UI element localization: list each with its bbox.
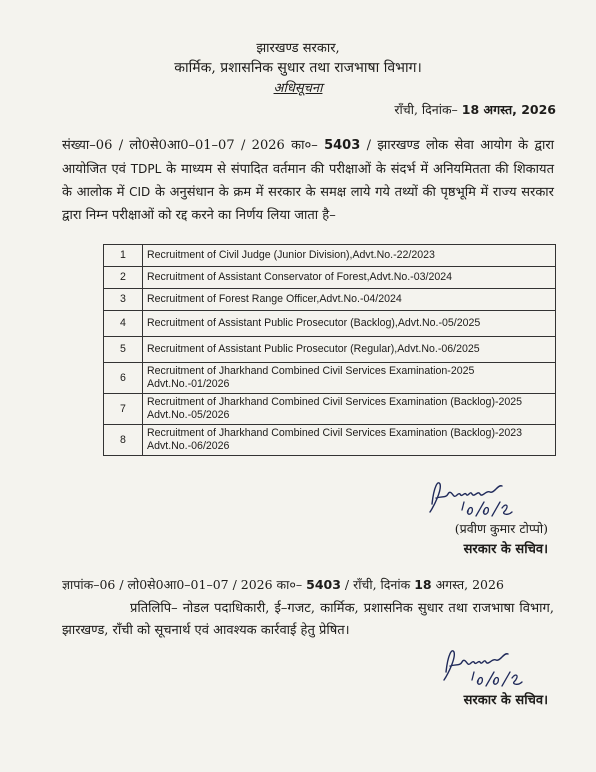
- cid-term: CID: [129, 185, 151, 199]
- copy-forwarded-text: प्रतिलिपि– नोडल पदाधिकारी, ई–गजट, कार्मिक, प्रशासनिक सुधार तथा राजभाषा विभाग, झारखण्ड, राँची को सूचनार्थ एवं आवश्यक कार्रवाई हेतु प्रेषित।: [62, 601, 554, 638]
- table-row: [104, 245, 556, 267]
- signatory-name: (प्रवीण कुमार टोप्पो): [454, 521, 548, 536]
- exam-name: Recruitment of Jharkhand Combined Civil Services Examination (Backlog)-2023 Advt.No.-06/2026: [143, 425, 556, 456]
- table-row: [104, 394, 556, 425]
- table-row: [104, 289, 556, 311]
- notification-body: संख्या–06 / लो0से0आ0–01–07 / 2026 का०– 5403 / झारखण्ड लोक सेवा आयोग के द्वारा आयोजित एवं TDPL के माध्यम से संपादित वर्तमान की परीक्षाओं के संदर्भ में अनियमितता की शिकायत के आलोक में CID के अनुसंधान के क्रम में सरकार के समक्ष लाये गये तथ्यों की पृष्ठभूमि में राज्य सरकार द्वारा निम्न परीक्षाओं को रद्द करने का निर्णय लिया जाता है–: [62, 138, 554, 223]
- row-number: 1: [104, 245, 143, 267]
- table-row: [104, 425, 556, 456]
- memo-number: 5403: [306, 577, 341, 592]
- exam-name: Recruitment of Civil Judge (Junior Division),Advt.No.-22/2023: [143, 245, 556, 267]
- dateline-place: राँची, दिनांक–: [394, 102, 458, 117]
- row-number: 2: [104, 267, 143, 289]
- exam-name: Recruitment of Assistant Conservator of Forest,Advt.No.-03/2024: [143, 267, 556, 289]
- handwritten-signature-1: [424, 476, 534, 520]
- signatory-title-2: सरकार के सचिव।: [463, 693, 548, 708]
- exam-name: Recruitment of Jharkhand Combined Civil Services Examination-2025 Advt.No.-01/2026: [143, 363, 556, 394]
- ref-number: 5403: [324, 138, 361, 153]
- row-number: 5: [104, 337, 143, 363]
- row-number: 4: [104, 311, 143, 337]
- handwritten-signature-2: [438, 644, 538, 688]
- signatory-title: सरकार के सचिव।: [463, 542, 548, 557]
- memo-date-day: 18: [414, 577, 432, 592]
- row-number: 3: [104, 289, 143, 311]
- exam-list-table: [103, 244, 556, 456]
- row-number: 6: [104, 363, 143, 394]
- header-government: झारखण्ड सरकार,: [256, 41, 340, 56]
- header-notification-title: अधिसूचना: [273, 81, 323, 96]
- table-row: [104, 337, 556, 363]
- exam-name: Recruitment of Jharkhand Combined Civil Services Examination (Backlog)-2025 Advt.No.-05/2026: [143, 394, 556, 425]
- dateline: [394, 101, 556, 118]
- table-row: [104, 267, 556, 289]
- exam-name: Recruitment of Assistant Public Prosecutor (Backlog),Advt.No.-05/2025: [143, 311, 556, 337]
- tdpl-term: TDPL: [130, 161, 162, 176]
- dateline-date: 18 अगस्त, 2026: [461, 102, 556, 117]
- row-number: 7: [104, 394, 143, 425]
- header-department: कार्मिक, प्रशासनिक सुधार तथा राजभाषा विभाग।: [174, 60, 422, 76]
- memo-reference: ज्ञापांक–06 / लो0से0आ0–01–07 / 2026 का०– 5403 / राँची, दिनांक 18 अगस्त, 2026: [62, 577, 504, 592]
- exam-name: Recruitment of Assistant Public Prosecutor (Regular),Advt.No.-06/2025: [143, 337, 556, 363]
- ref-prefix: संख्या–06 / लो0से0आ0–01–07 / 2026 का०–: [62, 138, 325, 153]
- table-row: [104, 363, 556, 394]
- exam-name: Recruitment of Forest Range Officer,Advt.No.-04/2024: [143, 289, 556, 311]
- table-row: [104, 311, 556, 337]
- row-number: 8: [104, 425, 143, 456]
